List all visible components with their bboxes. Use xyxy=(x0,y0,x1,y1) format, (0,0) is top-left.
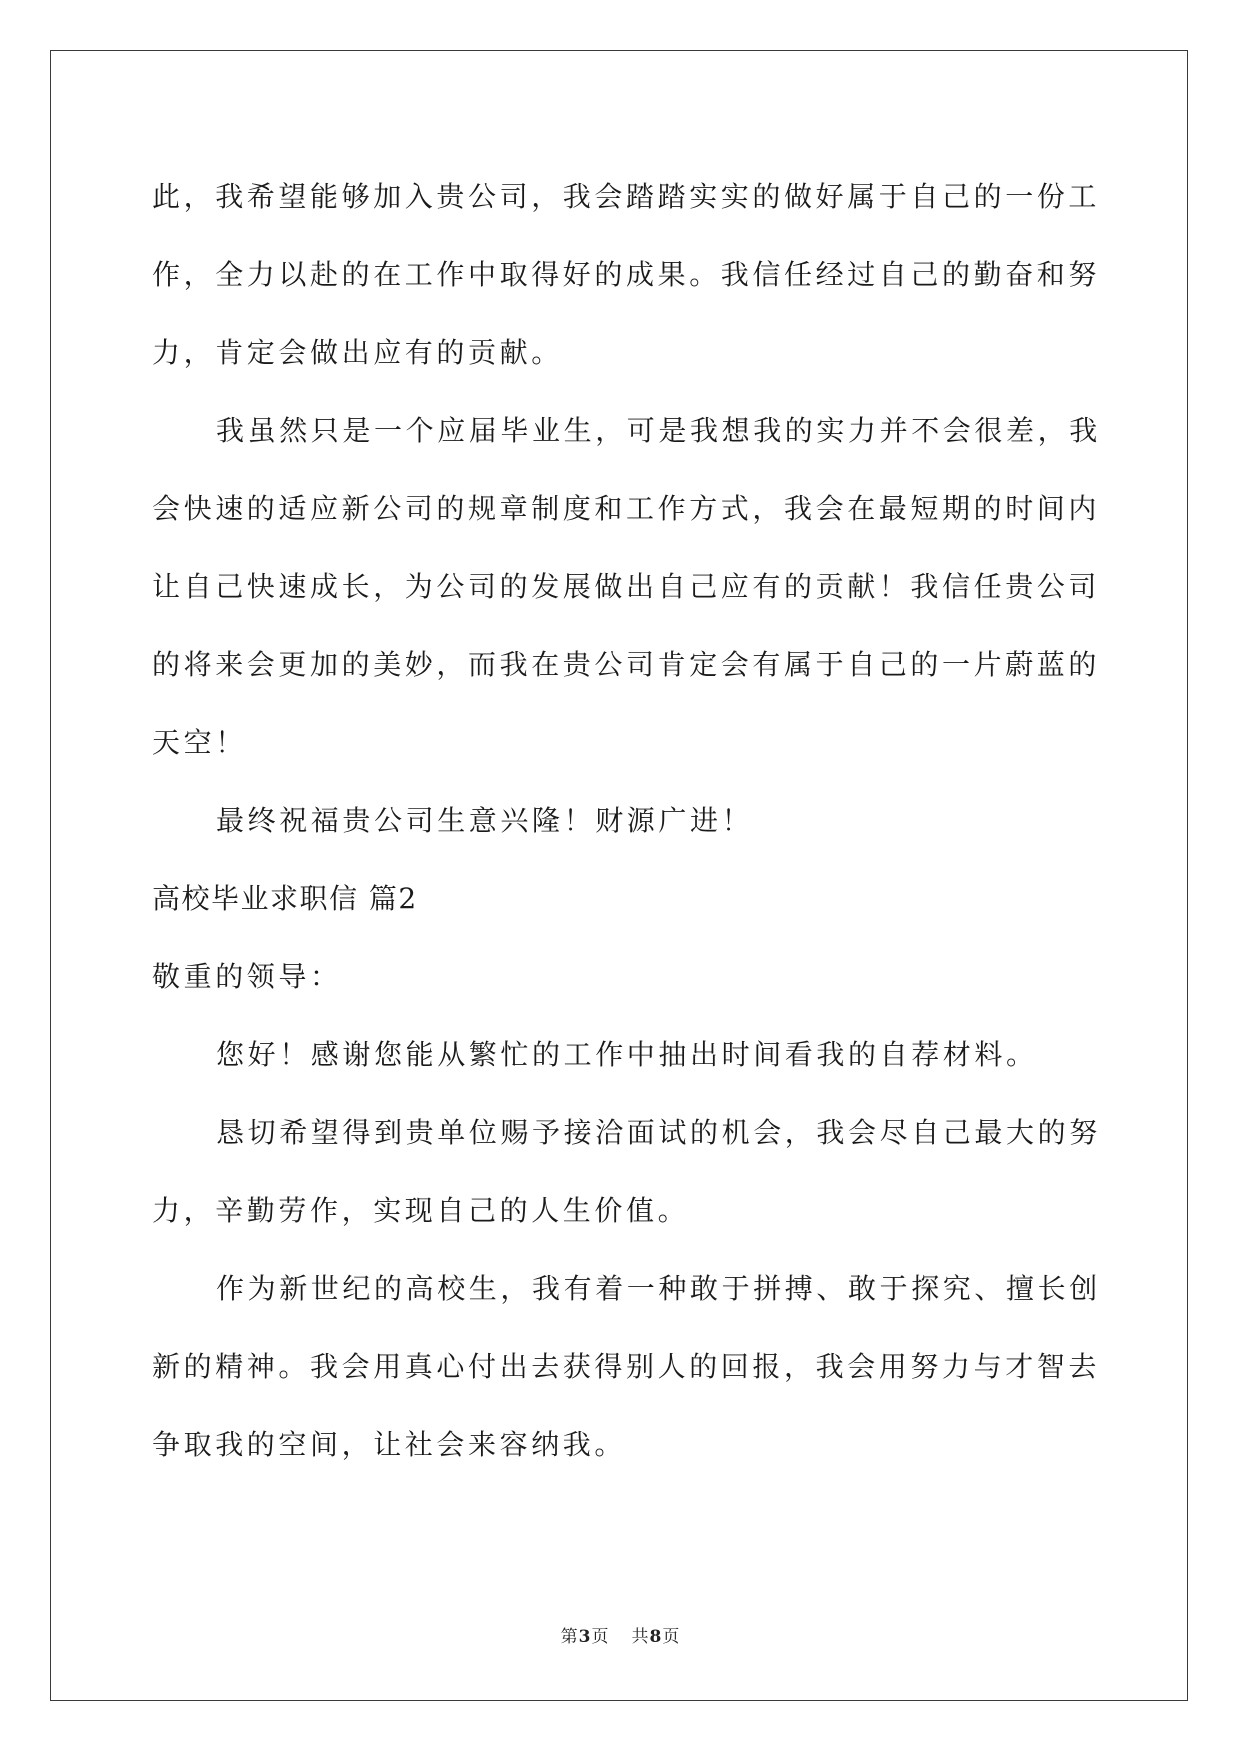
text-line: 天空！ xyxy=(152,726,247,759)
text-line: 恳切希望得到贵单位赐予接洽面试的机会，我会尽自己最大的努 xyxy=(216,1116,1101,1149)
text-line: 您好！感谢您能从繁忙的工作中抽出时间看我的自荐材料。 xyxy=(216,1038,1038,1071)
page-footer xyxy=(0,1622,1241,1647)
document-body xyxy=(152,158,1101,1484)
text-line: 最终祝福贵公司生意兴隆！财源广进！ xyxy=(216,804,754,837)
text-line: 会快速的适应新公司的规章制度和工作方式，我会在最短期的时间内 xyxy=(152,492,1101,525)
text-line: 争取我的空间，让社会来容纳我。 xyxy=(152,1428,627,1461)
text-line: 力，肯定会做出应有的贡献。 xyxy=(152,336,563,369)
page-prefix: 第 xyxy=(560,1627,579,1647)
page-suffix: 页 xyxy=(591,1627,610,1647)
text-line: 的将来会更加的美妙，而我在贵公司肯定会有属于自己的一片蔚蓝的 xyxy=(152,648,1101,681)
salutation: 敬重的领导： xyxy=(152,960,342,993)
text-line: 此，我希望能够加入贵公司，我会踏踏实实的做好属于自己的一份工 xyxy=(152,180,1101,213)
current-page-number: 3 xyxy=(578,1627,592,1647)
text-line: 作为新世纪的高校生，我有着一种敢于拼搏、敢于探究、擅长创 xyxy=(216,1272,1101,1305)
section-heading: 高校毕业求职信 篇2 xyxy=(152,882,418,915)
text-line: 作，全力以赴的在工作中取得好的成果。我信任经过自己的勤奋和努 xyxy=(152,258,1101,291)
total-pages-number: 8 xyxy=(649,1627,663,1647)
total-suffix: 页 xyxy=(662,1627,681,1647)
text-line: 力，辛勤劳作，实现自己的人生价值。 xyxy=(152,1194,690,1227)
total-prefix: 共 xyxy=(631,1627,650,1647)
text-line: 新的精神。我会用真心付出去获得别人的回报，我会用努力与才智去 xyxy=(152,1350,1101,1383)
text-line: 让自己快速成长，为公司的发展做出自己应有的贡献！我信任贵公司 xyxy=(152,570,1101,603)
text-line: 我虽然只是一个应届毕业生，可是我想我的实力并不会很差，我 xyxy=(216,414,1101,447)
